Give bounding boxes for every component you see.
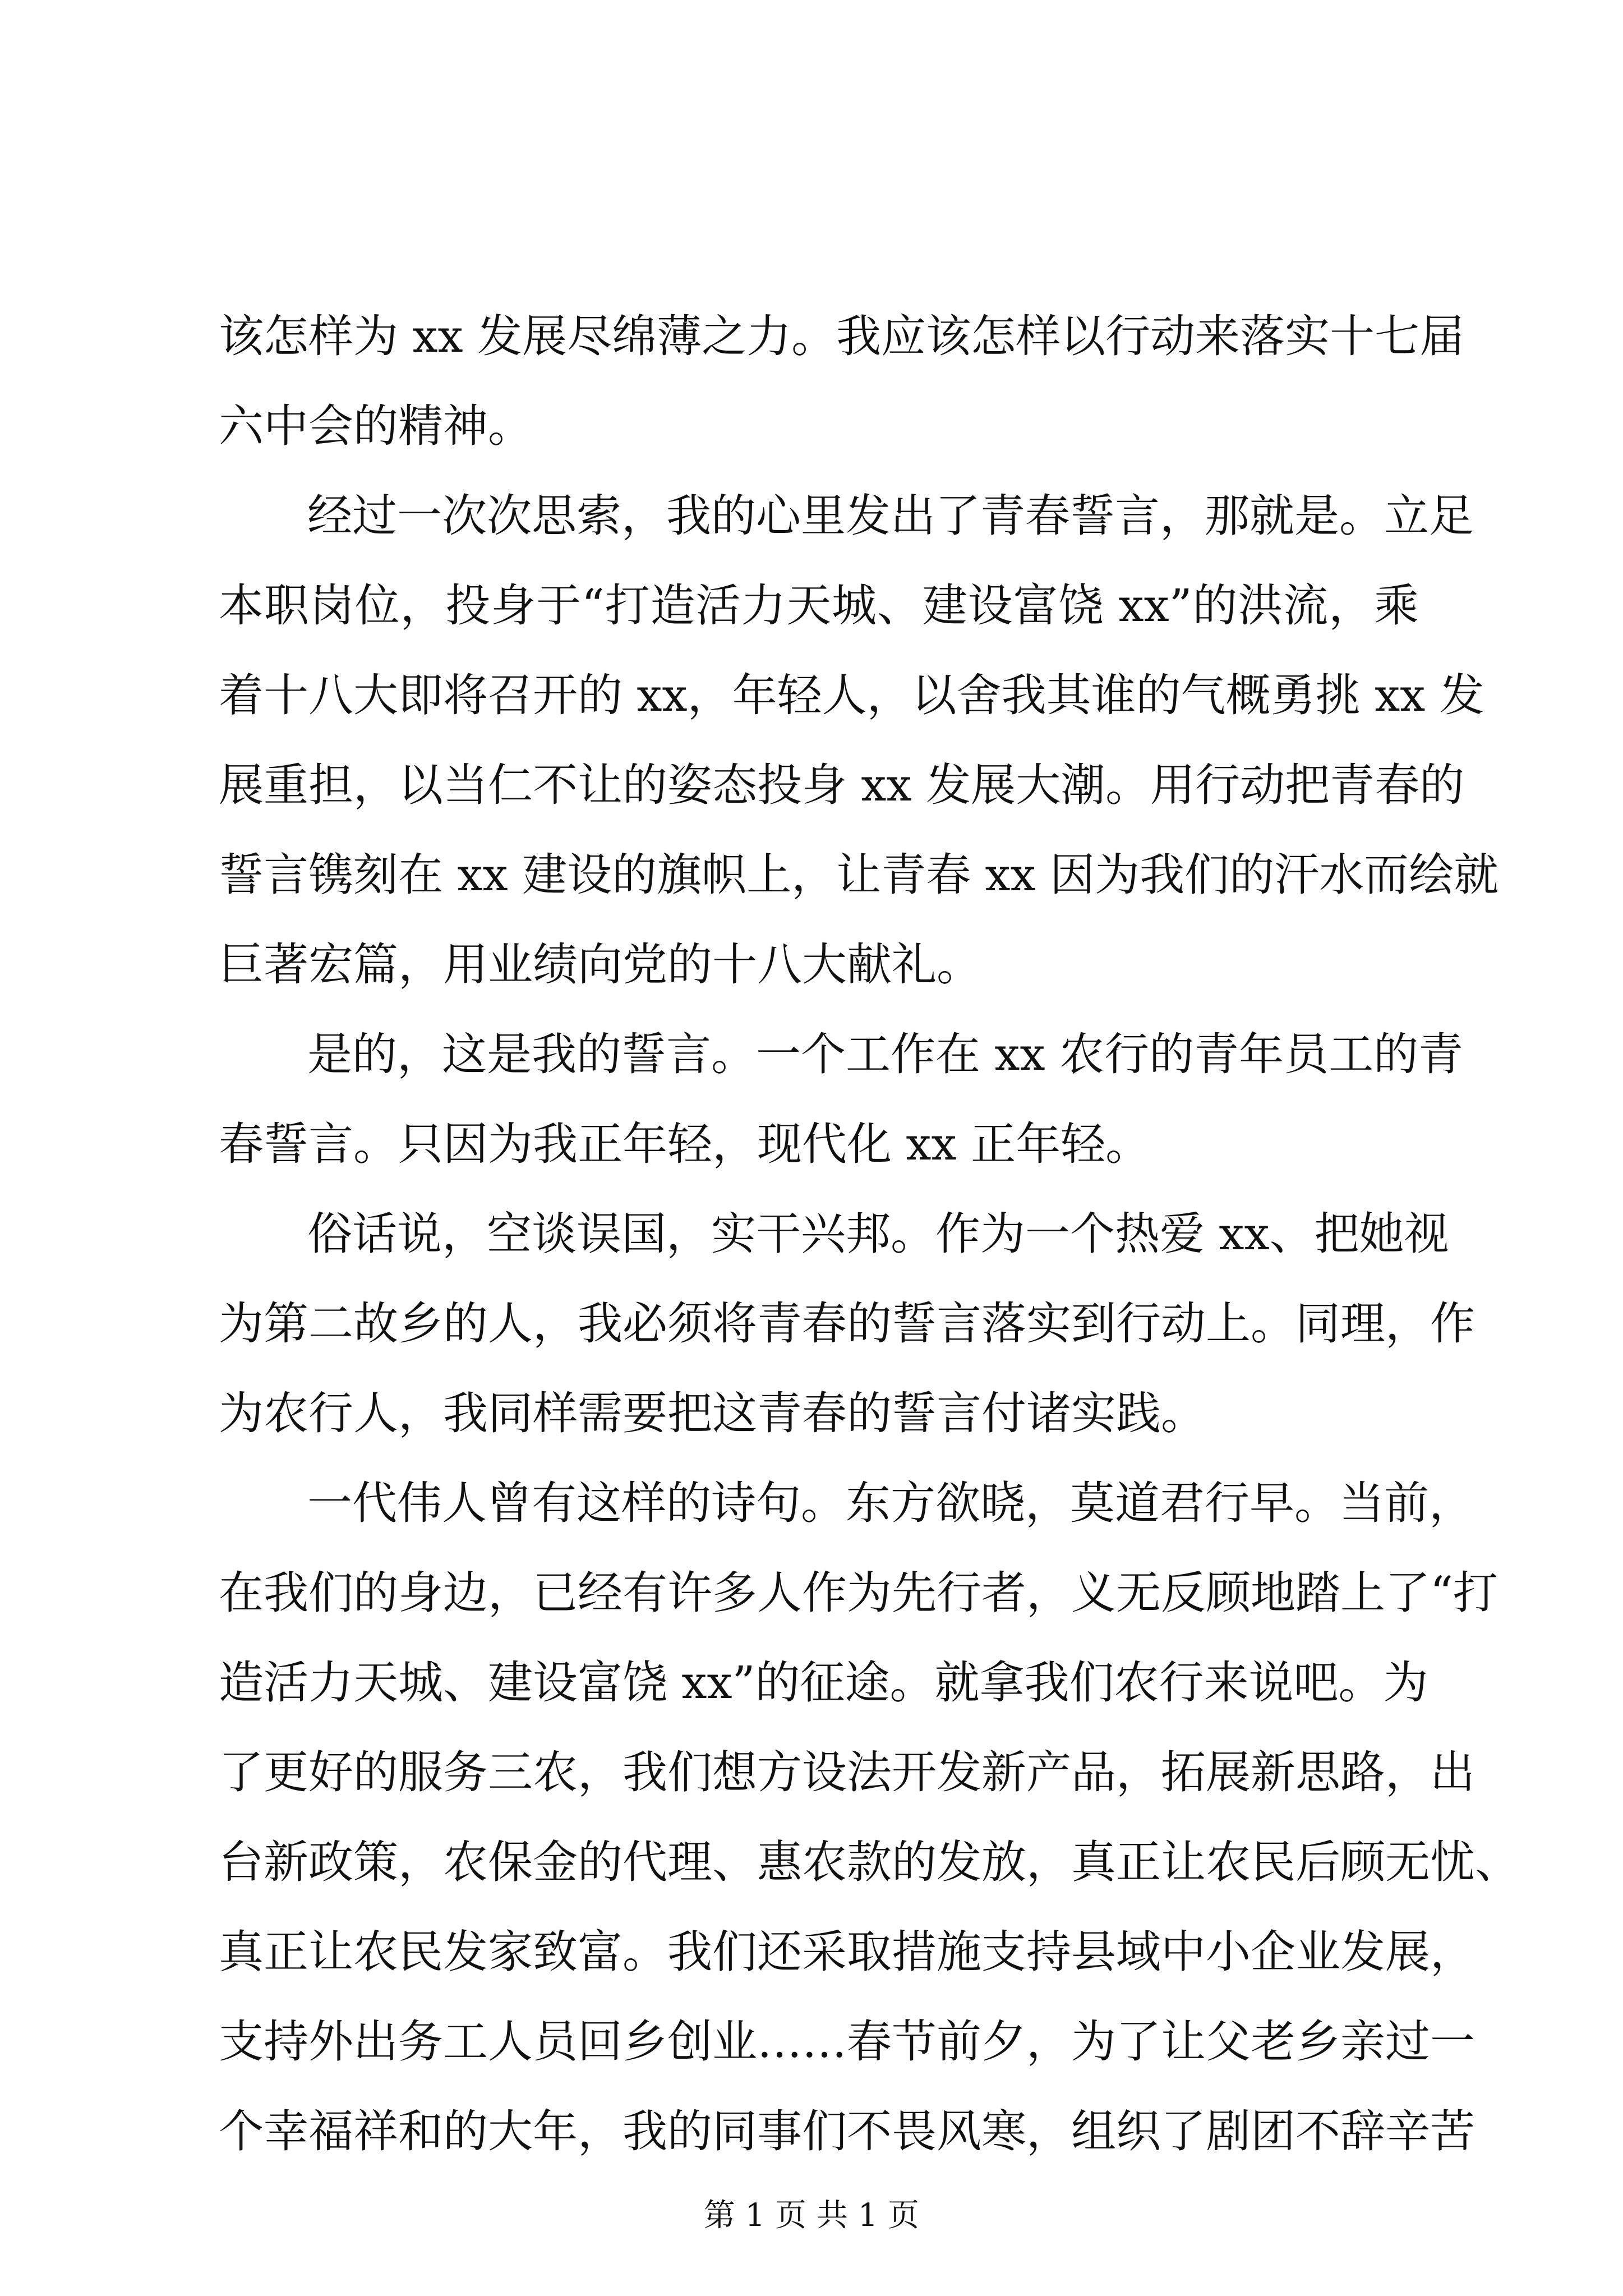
text-line: 俗话说，空谈误国，实干兴邦。作为一个热爱 xx、把她视 bbox=[307, 1208, 1449, 1260]
text-line: 春誓言。只因为我正年轻，现代化 xx 正年轻。 bbox=[219, 1118, 1151, 1170]
text-line: 了更好的服务三农，我们想方设法开发新产品，拓展新思路，出 bbox=[219, 1746, 1475, 1798]
text-line: 支持外出务工人员回乡创业……春节前夕，为了让父老乡亲过一 bbox=[219, 2016, 1475, 2068]
text-line: 造活力天城、建设富饶 xx”的征途。就拿我们农行来说吧。为 bbox=[219, 1657, 1428, 1709]
text-line: 着十八大即将召开的 xx，年轻人，以舍我其谁的气概勇挑 xx 发 bbox=[219, 669, 1484, 721]
text-line: 誓言镌刻在 xx 建设的旗帜上，让青春 xx 因为我们的汗水而绘就 bbox=[219, 849, 1499, 901]
text-line: 六中会的精神。 bbox=[219, 400, 533, 452]
text-line: 本职岗位，投身于“打造活力天城、建设富饶 xx”的洪流，乘 bbox=[219, 579, 1419, 632]
text-line: 巨著宏篇，用业绩向党的十八大献礼。 bbox=[219, 938, 981, 991]
page-footer: 第 1 页 共 1 页 bbox=[703, 2197, 920, 2234]
text-line: 真正让农民发家致富。我们还采取措施支持县域中小企业发展， bbox=[219, 1926, 1475, 1978]
text-line: 为农行人，我同样需要把这青春的誓言付诸实践。 bbox=[219, 1387, 1206, 1439]
text-line: 台新政策，农保金的代理、惠农款的发放，真正让农民后顾无忧、 bbox=[219, 1836, 1520, 1888]
text-line: 在我们的身边，已经有许多人作为先行者，义无反顾地踏上了“打 bbox=[219, 1567, 1498, 1619]
text-line: 是的，这是我的誓言。一个工作在 xx 农行的青年员工的青 bbox=[307, 1028, 1464, 1080]
text-line: 为第二故乡的人，我必须将青春的誓言落实到行动上。同理，作 bbox=[219, 1297, 1475, 1350]
text-line: 展重担，以当仁不让的姿态投身 xx 发展大潮。用行动把青春的 bbox=[219, 759, 1465, 811]
text-line: 经过一次次思索，我的心里发出了青春誓言，那就是。立足 bbox=[307, 490, 1474, 542]
text-line: 该怎样为 xx 发展尽绵薄之力。我应该怎样以行动来落实十七届 bbox=[219, 310, 1465, 362]
text-line: 个幸福祥和的大年，我的同事们不畏风寒，组织了剧团不辞辛苦 bbox=[219, 2105, 1475, 2157]
text-line: 一代伟人曾有这样的诗句。东方欲晓，莫道君行早。当前， bbox=[307, 1477, 1474, 1529]
